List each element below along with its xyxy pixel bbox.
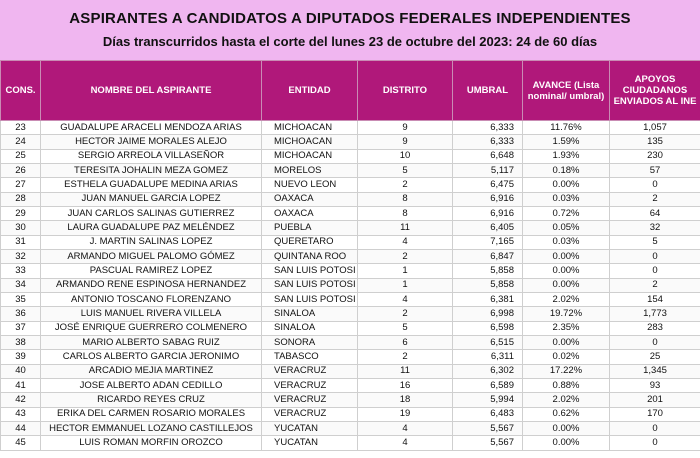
cell-apoyos: 5 (610, 235, 700, 249)
cell-cons: 36 (1, 307, 41, 321)
cell-apoyos: 1,057 (610, 121, 700, 135)
cell-umbral: 6,589 (453, 378, 523, 392)
cell-nombre: SERGIO ARREOLA VILLASEÑOR (41, 149, 262, 163)
cell-umbral: 5,858 (453, 264, 523, 278)
cell-cons: 39 (1, 350, 41, 364)
cell-nombre: HECTOR JAIME MORALES ALEJO (41, 135, 262, 149)
cell-apoyos: 1,345 (610, 364, 700, 378)
cell-avance: 2.02% (523, 292, 610, 306)
cell-umbral: 6,998 (453, 307, 523, 321)
cell-apoyos: 64 (610, 206, 700, 220)
cell-entidad: PUEBLA (262, 221, 358, 235)
table-row (1, 421, 700, 435)
cell-nombre: JOSÉ ENRIQUE GUERRERO COLMENERO (41, 321, 262, 335)
cell-cons: 42 (1, 393, 41, 407)
cell-distrito: 1 (358, 278, 453, 292)
cell-apoyos: 25 (610, 350, 700, 364)
cell-avance: 0.00% (523, 278, 610, 292)
cell-entidad: MICHOACAN (262, 149, 358, 163)
cell-entidad: VERACRUZ (262, 364, 358, 378)
col-header-avance: AVANCE (Lista nominal/ umbral) (523, 61, 610, 121)
page-subtitle: Días transcurridos hasta el corte del lunes 23 de octubre del 2023: 24 de 60 días (102, 34, 598, 49)
cell-distrito: 11 (358, 221, 453, 235)
cell-avance: 0.02% (523, 350, 610, 364)
table-row (1, 393, 700, 407)
table-row (1, 436, 700, 450)
cell-cons: 37 (1, 321, 41, 335)
cell-nombre: JUAN CARLOS SALINAS GUTIERREZ (41, 206, 262, 220)
cell-umbral: 6,515 (453, 335, 523, 349)
cell-distrito: 1 (358, 264, 453, 278)
cell-nombre: ARMANDO MIGUEL PALOMO GÓMEZ (41, 249, 262, 263)
cell-distrito: 9 (358, 135, 453, 149)
cell-umbral: 6,916 (453, 206, 523, 220)
cell-cons: 41 (1, 378, 41, 392)
cell-avance: 11.76% (523, 121, 610, 135)
cell-nombre: ERIKA DEL CARMEN ROSARIO MORALES (41, 407, 262, 421)
cell-apoyos: 0 (610, 421, 700, 435)
table-row (1, 221, 700, 235)
cell-distrito: 9 (358, 121, 453, 135)
cell-umbral: 6,916 (453, 192, 523, 206)
cell-entidad: SINALOA (262, 321, 358, 335)
cell-apoyos: 93 (610, 378, 700, 392)
cell-distrito: 11 (358, 364, 453, 378)
cell-entidad: NUEVO LEON (262, 178, 358, 192)
cell-avance: 0.00% (523, 178, 610, 192)
cell-nombre: TERESITA JOHALIN MEZA GOMEZ (41, 163, 262, 177)
cell-umbral: 5,567 (453, 421, 523, 435)
cell-apoyos: 0 (610, 264, 700, 278)
cell-apoyos: 2 (610, 278, 700, 292)
cell-nombre: J. MARTIN SALINAS LOPEZ (41, 235, 262, 249)
cell-distrito: 10 (358, 149, 453, 163)
cell-nombre: ARMANDO RENE ESPINOSA HERNANDEZ (41, 278, 262, 292)
cell-cons: 38 (1, 335, 41, 349)
cell-cons: 26 (1, 163, 41, 177)
cell-umbral: 6,598 (453, 321, 523, 335)
cell-umbral: 6,648 (453, 149, 523, 163)
cell-nombre: ARCADIO MEJIA MARTINEZ (41, 364, 262, 378)
cell-cons: 45 (1, 436, 41, 450)
cell-entidad: SONORA (262, 335, 358, 349)
cell-distrito: 4 (358, 235, 453, 249)
cell-avance: 2.35% (523, 321, 610, 335)
cell-apoyos: 170 (610, 407, 700, 421)
cell-avance: 0.00% (523, 421, 610, 435)
aspirants-table (0, 60, 700, 451)
cell-entidad: OAXACA (262, 192, 358, 206)
col-header-apoyos: APOYOS CIUDADANOS ENVIADOS AL INE (610, 61, 700, 121)
page-title: ASPIRANTES A CANDIDATOS A DIPUTADOS FEDERALES INDEPENDIENTES (69, 10, 631, 27)
cell-avance: 1.59% (523, 135, 610, 149)
cell-apoyos: 0 (610, 178, 700, 192)
cell-umbral: 6,381 (453, 292, 523, 306)
cell-umbral: 6,405 (453, 221, 523, 235)
cell-umbral: 5,567 (453, 436, 523, 450)
cell-cons: 35 (1, 292, 41, 306)
cell-apoyos: 2 (610, 192, 700, 206)
cell-umbral: 6,333 (453, 135, 523, 149)
cell-avance: 0.88% (523, 378, 610, 392)
cell-distrito: 4 (358, 421, 453, 435)
cell-cons: 23 (1, 121, 41, 135)
cell-apoyos: 1,773 (610, 307, 700, 321)
cell-nombre: JUAN MANUEL GARCIA LOPEZ (41, 192, 262, 206)
cell-cons: 28 (1, 192, 41, 206)
cell-nombre: MARIO ALBERTO SABAG RUIZ (41, 335, 262, 349)
cell-distrito: 8 (358, 206, 453, 220)
cell-avance: 0.03% (523, 235, 610, 249)
cell-umbral: 5,858 (453, 278, 523, 292)
header-band (0, 0, 700, 60)
cell-avance: 2.02% (523, 393, 610, 407)
cell-entidad: SAN LUIS POTOSI (262, 264, 358, 278)
cell-umbral: 5,994 (453, 393, 523, 407)
cell-nombre: GUADALUPE ARACELI MENDOZA ARIAS (41, 121, 262, 135)
cell-distrito: 4 (358, 436, 453, 450)
cell-distrito: 2 (358, 249, 453, 263)
cell-cons: 33 (1, 264, 41, 278)
cell-apoyos: 0 (610, 335, 700, 349)
table-row (1, 235, 700, 249)
table-row (1, 378, 700, 392)
cell-distrito: 2 (358, 178, 453, 192)
table-row (1, 278, 700, 292)
col-header-nombre: NOMBRE DEL ASPIRANTE (41, 61, 262, 121)
table-row (1, 307, 700, 321)
cell-umbral: 5,117 (453, 163, 523, 177)
cell-cons: 24 (1, 135, 41, 149)
cell-entidad: YUCATAN (262, 436, 358, 450)
cell-distrito: 18 (358, 393, 453, 407)
cell-avance: 0.18% (523, 163, 610, 177)
table-row (1, 407, 700, 421)
cell-entidad: MICHOACAN (262, 135, 358, 149)
cell-apoyos: 283 (610, 321, 700, 335)
table-row (1, 321, 700, 335)
cell-nombre: HECTOR EMMANUEL LOZANO CASTILLEJOS (41, 421, 262, 435)
cell-entidad: SINALOA (262, 307, 358, 321)
cell-avance: 0.00% (523, 335, 610, 349)
col-header-distrito: DISTRITO (358, 61, 453, 121)
cell-distrito: 5 (358, 321, 453, 335)
cell-entidad: SAN LUIS POTOSI (262, 292, 358, 306)
col-header-umbral: UMBRAL (453, 61, 523, 121)
table-row (1, 335, 700, 349)
cell-distrito: 5 (358, 163, 453, 177)
cell-cons: 32 (1, 249, 41, 263)
cell-avance: 0.62% (523, 407, 610, 421)
cell-nombre: LUIS ROMAN MORFIN OROZCO (41, 436, 262, 450)
cell-apoyos: 230 (610, 149, 700, 163)
col-header-entidad: ENTIDAD (262, 61, 358, 121)
cell-apoyos: 0 (610, 249, 700, 263)
cell-cons: 31 (1, 235, 41, 249)
cell-cons: 29 (1, 206, 41, 220)
cell-entidad: TABASCO (262, 350, 358, 364)
table-row (1, 178, 700, 192)
table-body (1, 121, 700, 451)
cell-avance: 17.22% (523, 364, 610, 378)
cell-avance: 0.72% (523, 206, 610, 220)
table-row (1, 135, 700, 149)
table-row (1, 364, 700, 378)
table-row (1, 350, 700, 364)
cell-nombre: ESTHELA GUADALUPE MEDINA ARIAS (41, 178, 262, 192)
cell-cons: 44 (1, 421, 41, 435)
table-row (1, 264, 700, 278)
cell-avance: 0.00% (523, 249, 610, 263)
cell-entidad: YUCATAN (262, 421, 358, 435)
table-row (1, 149, 700, 163)
cell-umbral: 6,475 (453, 178, 523, 192)
cell-entidad: MICHOACAN (262, 121, 358, 135)
table-row (1, 249, 700, 263)
cell-distrito: 2 (358, 350, 453, 364)
cell-cons: 43 (1, 407, 41, 421)
cell-apoyos: 0 (610, 436, 700, 450)
cell-nombre: CARLOS ALBERTO GARCIA JERONIMO (41, 350, 262, 364)
table-row (1, 163, 700, 177)
cell-cons: 25 (1, 149, 41, 163)
cell-umbral: 6,483 (453, 407, 523, 421)
cell-entidad: QUINTANA ROO (262, 249, 358, 263)
cell-distrito: 8 (358, 192, 453, 206)
col-header-cons: CONS. (1, 61, 41, 121)
cell-entidad: VERACRUZ (262, 393, 358, 407)
cell-umbral: 7,165 (453, 235, 523, 249)
cell-apoyos: 135 (610, 135, 700, 149)
cell-nombre: LUIS MANUEL RIVERA VILLELA (41, 307, 262, 321)
table-row (1, 121, 700, 135)
cell-entidad: MORELOS (262, 163, 358, 177)
cell-cons: 30 (1, 221, 41, 235)
cell-avance: 0.00% (523, 264, 610, 278)
cell-apoyos: 57 (610, 163, 700, 177)
cell-apoyos: 154 (610, 292, 700, 306)
cell-umbral: 6,311 (453, 350, 523, 364)
cell-apoyos: 201 (610, 393, 700, 407)
cell-distrito: 16 (358, 378, 453, 392)
table-row (1, 292, 700, 306)
cell-entidad: VERACRUZ (262, 378, 358, 392)
cell-distrito: 4 (358, 292, 453, 306)
cell-distrito: 2 (358, 307, 453, 321)
cell-cons: 34 (1, 278, 41, 292)
cell-avance: 0.03% (523, 192, 610, 206)
cell-avance: 1.93% (523, 149, 610, 163)
cell-entidad: VERACRUZ (262, 407, 358, 421)
cell-entidad: SAN LUIS POTOSI (262, 278, 358, 292)
cell-apoyos: 32 (610, 221, 700, 235)
cell-umbral: 6,302 (453, 364, 523, 378)
cell-entidad: QUERETARO (262, 235, 358, 249)
cell-cons: 27 (1, 178, 41, 192)
cell-umbral: 6,847 (453, 249, 523, 263)
cell-entidad: OAXACA (262, 206, 358, 220)
cell-distrito: 19 (358, 407, 453, 421)
cell-avance: 19.72% (523, 307, 610, 321)
cell-nombre: PASCUAL RAMIREZ LOPEZ (41, 264, 262, 278)
cell-nombre: LAURA GUADALUPE PAZ MELÉNDEZ (41, 221, 262, 235)
cell-umbral: 6,333 (453, 121, 523, 135)
cell-avance: 0.05% (523, 221, 610, 235)
cell-nombre: RICARDO REYES CRUZ (41, 393, 262, 407)
cell-distrito: 6 (358, 335, 453, 349)
cell-nombre: JOSE ALBERTO ADAN CEDILLO (41, 378, 262, 392)
table-header-row (1, 61, 700, 121)
cell-avance: 0.00% (523, 436, 610, 450)
table-row (1, 192, 700, 206)
cell-cons: 40 (1, 364, 41, 378)
cell-nombre: ANTONIO TOSCANO FLORENZANO (41, 292, 262, 306)
table-row (1, 206, 700, 220)
